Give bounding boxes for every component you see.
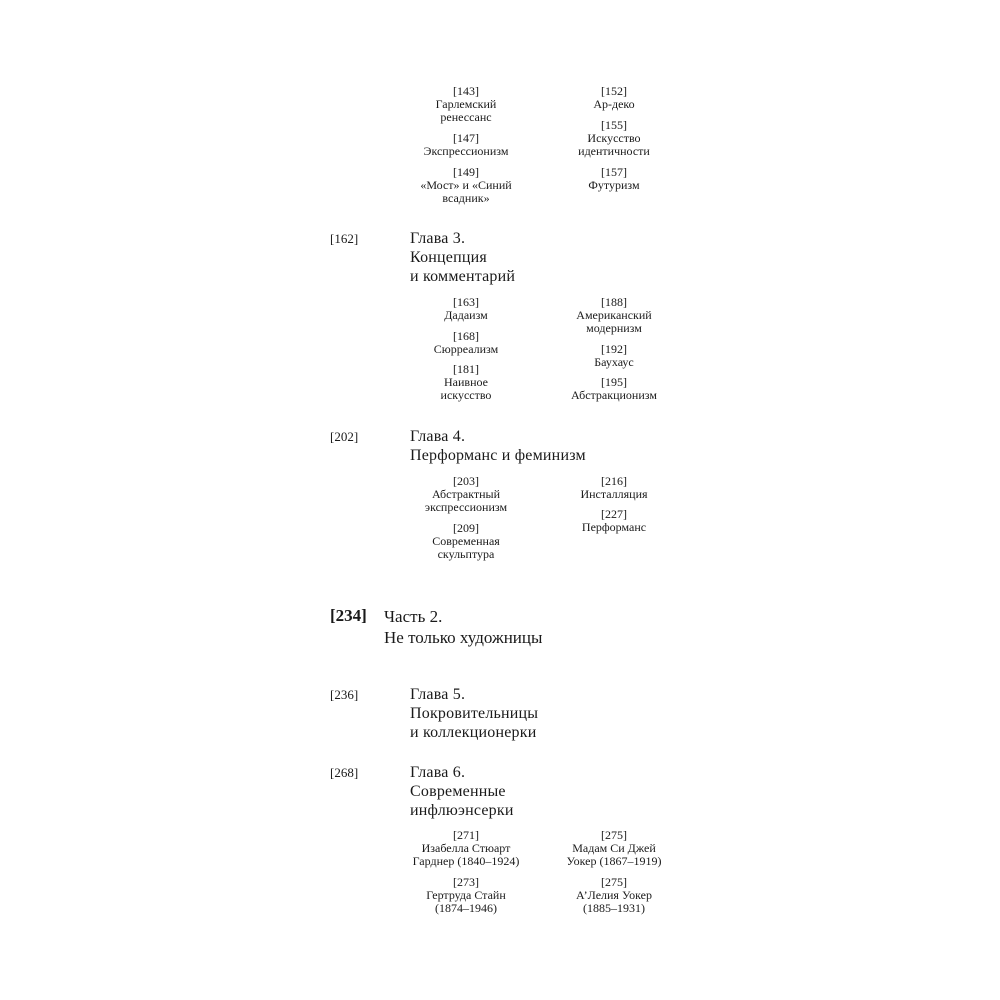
toc-subentry-name: Изабелла Стюарт Гарднер (1840–1924) <box>412 841 520 868</box>
toc-subentry-page: [155] <box>601 118 627 132</box>
toc-subentry[interactable] <box>396 166 536 206</box>
part-page-number: [234] <box>330 606 367 625</box>
toc-subentry[interactable] <box>544 296 684 336</box>
toc-subentry[interactable] <box>544 166 684 193</box>
toc-subentry-page: [163] <box>453 295 479 309</box>
chapter-title: Глава 5. Покровительницы и коллекционерки <box>410 686 539 741</box>
toc-subentry-name: Баухаус <box>594 355 634 369</box>
toc-subentry[interactable] <box>396 330 536 356</box>
toc-subentry-name: Мадам Си Джей Уокер (1867–1919) <box>566 841 662 868</box>
toc-subentry-page: [168] <box>453 329 479 343</box>
toc-column-left <box>396 296 536 410</box>
toc-subentry[interactable] <box>544 119 684 159</box>
toc-subentry-page: [227] <box>601 507 627 521</box>
toc-column-left <box>396 829 536 923</box>
toc-subentry-page: [149] <box>453 165 479 179</box>
toc-subentry[interactable] <box>544 475 684 501</box>
toc-column-right <box>544 296 684 410</box>
toc-subentry-page: [209] <box>453 521 479 535</box>
toc-subentry-name: Инсталляция <box>580 487 648 501</box>
toc-subentry-page: [273] <box>453 875 479 889</box>
toc-subentry[interactable] <box>544 829 684 869</box>
toc-subentry[interactable] <box>396 829 536 869</box>
chapter-title: Глава 3. Концепция и комментарий <box>410 230 516 285</box>
chapter-title: Глава 6. Современные инфлюэнсерки <box>410 764 514 819</box>
toc-subentry[interactable] <box>544 376 684 403</box>
toc-subentry[interactable] <box>396 363 536 403</box>
chapter-page-number: [202] <box>330 429 359 444</box>
toc-subentry-name: Сюрреализм <box>433 342 499 356</box>
toc-subentry-name: Абстрактный экспрессионизм <box>424 487 508 514</box>
toc-subentry-page: [216] <box>601 474 627 488</box>
toc-subentry-page: [152] <box>601 84 627 98</box>
toc-subentry-page: [275] <box>601 828 627 842</box>
chapter-page-number: [268] <box>330 765 359 780</box>
toc-subentry-page: [195] <box>601 375 627 389</box>
toc-subentry-name: Абстракционизм <box>571 388 657 402</box>
toc-column-left <box>396 85 536 213</box>
toc-subentry-name: Дадаизм <box>444 308 488 322</box>
toc-subentry-page: [271] <box>453 828 479 842</box>
toc-subentry-name: Наивное искусство <box>440 375 492 402</box>
chapter-page-number: [236] <box>330 687 359 702</box>
toc-subentry-name: Гертруда Стайн (1874–1946) <box>426 888 506 915</box>
toc-subentry-name: «Мост» и «Синий всадник» <box>420 178 512 205</box>
toc-subentry[interactable] <box>396 876 536 916</box>
toc-subentry-page: [143] <box>453 84 479 98</box>
toc-subentry[interactable] <box>396 475 536 515</box>
toc-subentry-name: Гарлемский ренессанс <box>435 97 497 124</box>
toc-subentry[interactable] <box>544 876 684 916</box>
toc-column-left <box>396 475 536 569</box>
toc-subentry-name: Футуризм <box>588 178 640 192</box>
toc-subentry-name: Искусство идентичности <box>578 131 650 158</box>
toc-subentry-name: Экспрессионизм <box>423 144 509 158</box>
toc-subentry-name: Перформанс <box>581 520 647 534</box>
toc-subentry-page: [275] <box>601 875 627 889</box>
toc-subentry-page: [181] <box>453 362 479 376</box>
toc-subentry[interactable] <box>544 508 684 534</box>
toc-subentry-page: [157] <box>601 165 627 179</box>
toc-subentry[interactable] <box>544 85 684 112</box>
toc-subentry-page: [203] <box>453 474 479 488</box>
toc-subentry[interactable] <box>544 343 684 369</box>
part-title: Часть 2. Не только художницы <box>384 607 543 647</box>
chapter-title: Глава 4. Перформанс и феминизм <box>410 428 586 464</box>
toc-column-right <box>544 829 684 923</box>
toc-subentry[interactable] <box>396 85 536 125</box>
toc-subentry[interactable] <box>396 522 536 562</box>
toc-subentry-name: Американский модернизм <box>576 308 652 335</box>
toc-column-right <box>544 85 684 200</box>
toc-subentry-page: [147] <box>453 131 479 145</box>
toc-subentry-page: [192] <box>601 342 627 356</box>
chapter-page-number: [162] <box>330 231 359 246</box>
toc-subentry-name: Современная скульптура <box>432 534 500 561</box>
toc-subentry[interactable] <box>396 296 536 323</box>
toc-column-right <box>544 475 684 541</box>
toc-subentry-name: Ар-деко <box>593 97 635 111</box>
toc-subentry-name: А’Лелия Уокер (1885–1931) <box>576 888 652 915</box>
toc-subentry-page: [188] <box>601 295 627 309</box>
toc-subentry[interactable] <box>396 132 536 159</box>
